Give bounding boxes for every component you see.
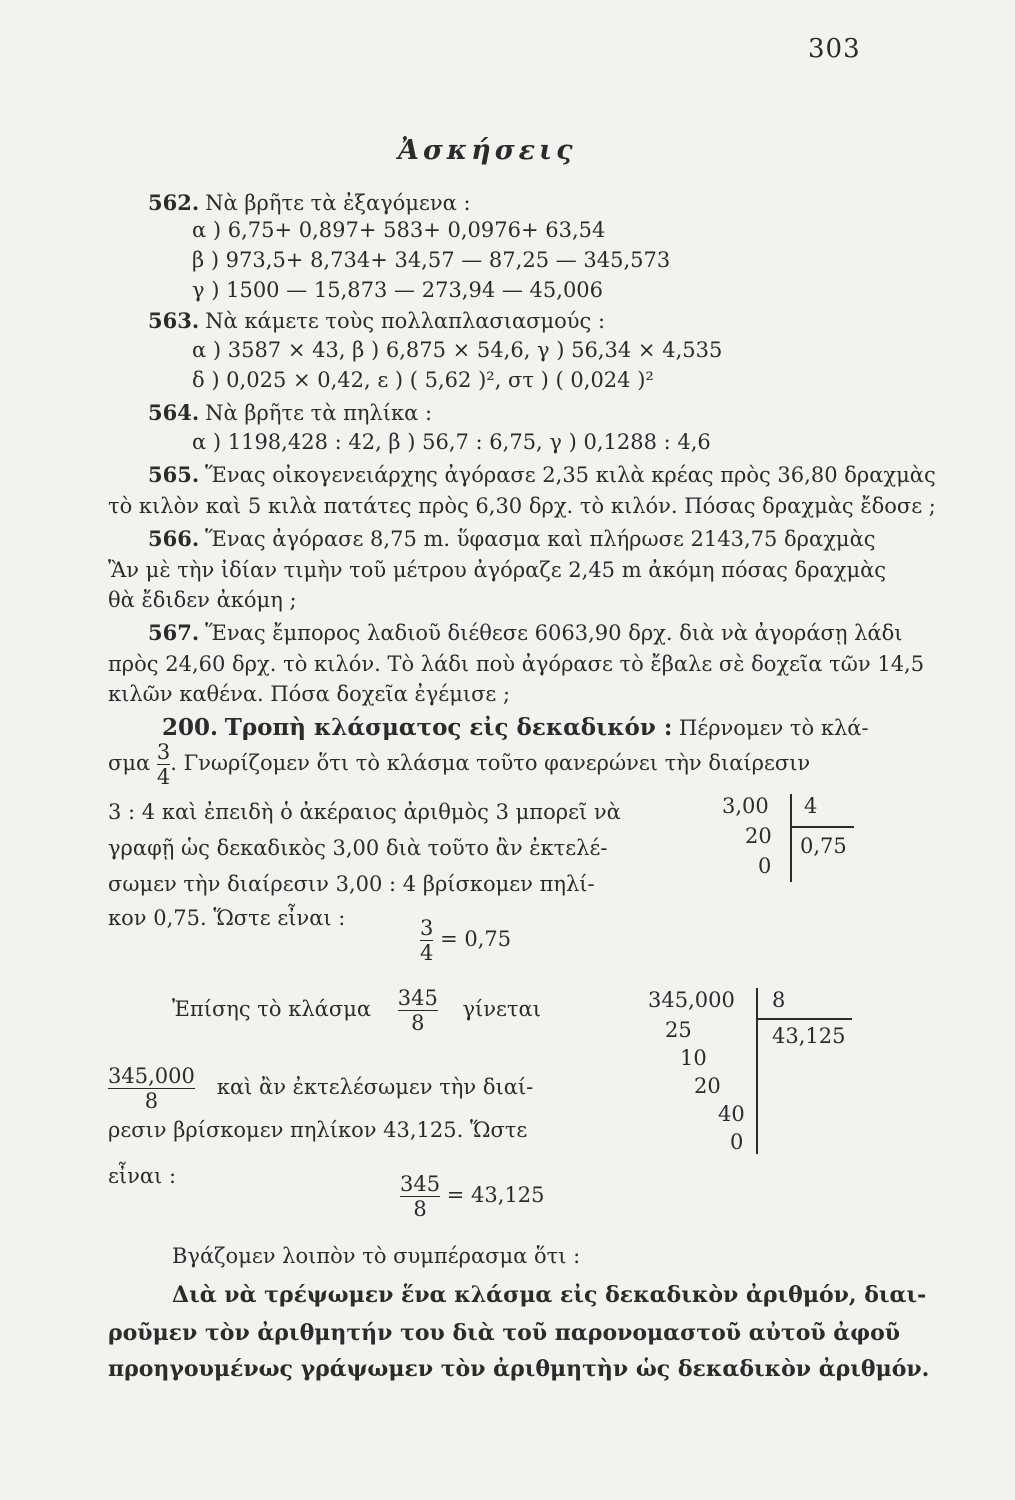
section-200-line4: γραφῇ ὡς δεκαδικὸς 3,00 διὰ τοῦτο ἂν ἐκτελέ- [108,836,608,860]
rule-line-1: Διὰ νὰ τρέψωμεν ἕνα κλάσμα εἰς δεκαδικὸν ἀριθμόν, διαι- [172,1282,927,1308]
division2-horizontal-line [756,1018,852,1020]
exercises-heading: Ἀσκήσεις [398,135,577,166]
section-200-line7 [172,986,541,1035]
section-200-header [162,714,869,741]
section-number: 200. [162,714,219,741]
exercise-566-line2: Ἂν μὲ τὴν ἰδίαν τιμὴν τοῦ μέτρου ἀγόραζε 2,45 m ἀκόμη πόσας δραχμὰς [108,558,887,582]
exercise-565-line2: τὸ κιλὸν καὶ 5 κιλὰ πατάτες πρὸς 6,30 δρχ. τὸ κιλόν. Πόσας δραχμὰς ἔδοσε ; [108,494,936,518]
exercise-text: Ἕνας ἔμπορος λαδιοῦ διέθεσε 6063,90 δρχ. διὰ νὰ ἀγοράσῃ λάδι [205,621,903,645]
numerator: 345 [400,1172,441,1196]
exercise-text: Νὰ βρῆτε τὰ πηλίκα : [205,401,433,425]
exercise-564 [148,400,432,425]
exercise-562-a: α ) 6,75+ 0,897+ 583+ 0,0976+ 63,54 [192,218,606,242]
denominator: 4 [420,941,434,966]
exercise-text: Ἕνας οἰκογενειάρχης ἀγόρασε 2,35 κιλὰ κρέας πρὸς 36,80 δραχμὰς [205,463,936,487]
division1-horizontal-line [790,826,854,828]
text-segment: . Γνωρίζομεν ὅτι τὸ κλάσμα τοῦτο φανερώνει τὴν διαίρεσιν [170,751,811,776]
conclusion-intro: Βγάζομεν λοιπὸν τὸ συμπέρασμα ὅτι : [172,1244,581,1268]
text-segment: γίνεται [462,997,541,1022]
numerator: 345,000 [108,1064,195,1088]
text-segment: καὶ ἂν ἐκτελέσωμεν τὴν διαί- [216,1075,534,1100]
exercise-562-g: γ ) 1500 — 15,873 — 273,94 — 45,006 [192,278,604,302]
exercise-text: Νὰ βρῆτε τὰ ἐξαγόμενα : [205,191,471,215]
exercise-566 [148,526,876,551]
equation-345-8 [400,1172,545,1221]
section-200-line10: εἶναι : [108,1164,177,1188]
section-200-line3: 3 : 4 καὶ ἐπειδὴ ὁ ἀκέραιος ἀριθμὸς 3 μπορεῖ νὰ [108,800,621,824]
fraction-345000-8 [108,1064,195,1113]
section-200-line9: ρεσιν βρίσκομεν πηλίκον 43,125. Ὥστε [108,1118,528,1142]
division2-remainder: 20 [694,1074,721,1098]
section-title: Τροπὴ κλάσματος εἰς δεκαδικόν : [224,714,673,741]
page-number: 303 [808,34,861,64]
denominator: 4 [156,765,171,790]
division2-divisor: 8 [772,988,786,1012]
division2-remainder: 10 [680,1046,707,1070]
exercise-567-line2: πρὸς 24,60 δρχ. τὸ κιλόν. Τὸ λάδι ποὺ ἀγόρασε τὸ ἔβαλε σὲ δοχεῖα τῶν 14,5 [108,652,925,676]
fraction-3-4 [157,740,170,789]
exercise-563 [148,308,605,333]
exercise-number: 567. [148,620,200,645]
division2-remainder: 0 [730,1130,744,1154]
division2-vertical-line [756,988,758,1154]
exercise-565 [148,462,936,487]
equation-result: = 0,75 [440,927,512,952]
section-200-line2 [108,740,810,789]
division2-remainder: 40 [718,1102,745,1126]
exercise-567 [148,620,902,645]
exercise-number: 564. [148,400,200,425]
section-intro-text: Πέρνομεν τὸ κλά- [679,716,869,740]
section-200-line8 [108,1064,533,1113]
exercise-564-a: α ) 1198,428 : 42, β ) 56,7 : 6,75, γ ) 0,1288 : 4,6 [192,430,711,454]
exercise-562-b: β ) 973,5+ 8,734+ 34,57 — 87,25 — 345,573 [192,248,671,272]
denominator: 8 [400,1196,440,1221]
rule-line-2: ροῦμεν τὸν ἀριθμητήν του διὰ τοῦ παρονομαστοῦ αὐτοῦ ἀφοῦ [108,1320,901,1346]
division1-remainder: 0 [758,854,772,878]
numerator: 3 [420,916,434,940]
division1-remainder: 20 [745,824,772,848]
exercise-number: 566. [148,526,200,551]
denominator: 8 [398,1010,438,1035]
exercise-567-line3: κιλῶν καθένα. Πόσα δοχεῖα ἐγέμισε ; [108,682,511,706]
exercise-563-b: δ ) 0,025 × 0,42, ε ) ( 5,62 )², στ ) ( 0,024 )² [192,368,654,392]
text-segment: Ἐπίσης τὸ κλάσμα [172,997,372,1022]
exercise-text: Νὰ κάμετε τοὺς πολλαπλασιασμούς : [205,309,606,333]
section-200-line6: κον 0,75. Ὥστε εἶναι : [108,906,346,930]
exercise-number: 562. [148,190,200,215]
equation-result: = 43,125 [446,1183,545,1208]
section-200-line5: σωμεν τὴν διαίρεσιν 3,00 : 4 βρίσκομεν πηλί- [108,872,595,896]
exercise-563-a: α ) 3587 × 43, β ) 6,875 × 54,6, γ ) 56,34 × 4,535 [192,338,723,362]
exercise-number: 563. [148,308,200,333]
denominator: 8 [108,1088,195,1113]
exercise-566-line3: θὰ ἔδιδεν ἀκόμη ; [108,588,297,612]
division1-vertical-line [790,794,792,882]
exercise-number: 565. [148,462,200,487]
division1-quotient: 0,75 [800,834,847,858]
fraction-3-4 [420,916,433,965]
numerator: 3 [156,740,171,764]
text-segment: σμα [108,751,151,776]
exercise-562 [148,190,471,215]
fraction-345-8 [398,986,438,1035]
rule-line-3: προηγουμένως γράψωμεν τὸν ἀριθμητὴν ὡς δεκαδικὸν ἀριθμόν. [108,1356,930,1382]
division2-dividend: 345,000 [648,988,735,1012]
exercise-text: Ἕνας ἀγόρασε 8,75 m. ὕφασμα καὶ πλήρωσε 2143,75 δραχμὰς [205,527,876,551]
division2-remainder: 25 [665,1018,692,1042]
equation-3-4 [420,916,511,965]
division1-dividend: 3,00 [722,794,769,818]
division1-divisor: 4 [804,794,818,818]
fraction-345-8 [400,1172,440,1221]
division2-quotient: 43,125 [772,1024,846,1048]
numerator: 345 [397,986,438,1010]
